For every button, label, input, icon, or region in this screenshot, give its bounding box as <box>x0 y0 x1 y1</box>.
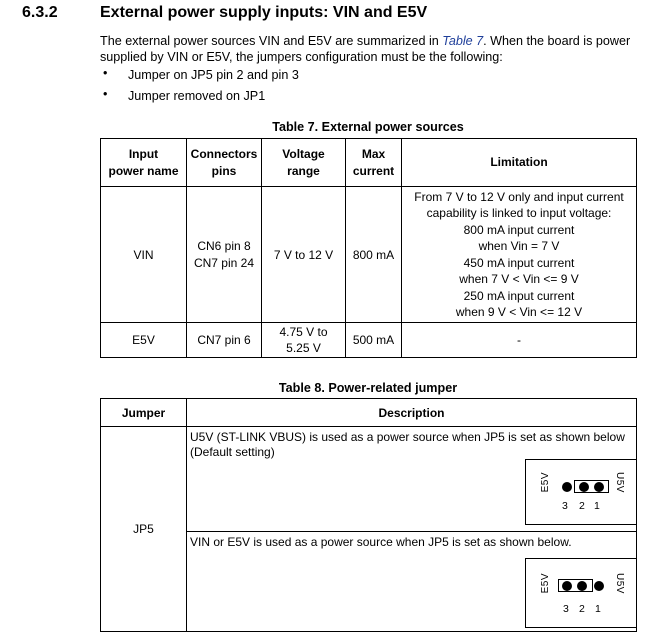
section-title: External power supply inputs: VIN and E5V <box>100 4 428 21</box>
table-7-link[interactable]: Table 7 <box>442 34 484 48</box>
header-connectors-pins: Connectors pins <box>187 139 262 187</box>
pin-1 <box>594 581 604 591</box>
pin-1 <box>594 482 604 492</box>
cell-description <box>187 532 637 632</box>
table-row <box>101 323 637 358</box>
section-number: 6.3.2 <box>22 4 58 21</box>
cell-limitation: - <box>402 323 637 358</box>
bullet-dot: • <box>103 66 108 80</box>
jp5-header-pins <box>562 480 612 494</box>
intro-text-2: . When the board is power supplied by VIN or E5V, the jumpers configuration must be the following: <box>100 34 631 64</box>
header-voltage-range: Voltage range <box>262 139 346 187</box>
jumper-diagram-default <box>525 459 636 525</box>
description-text: U5V (ST-LINK VBUS) is used as a power source when JP5 is set as shown below (Default setting) <box>190 430 625 459</box>
table-8-caption: Table 8. Power-related jumper <box>278 381 458 395</box>
cell-power-name: VIN <box>101 187 187 323</box>
e5v-label: E5V <box>540 573 551 594</box>
intro-paragraph <box>100 33 640 65</box>
description-text: VIN or E5V is used as a power source when JP5 is set as shown below. <box>190 535 572 549</box>
pin-number: 2 <box>579 500 585 512</box>
pin-number: 2 <box>579 603 585 615</box>
pin-number: 3 <box>563 603 569 615</box>
cell-jumper-name: JP5 <box>101 427 187 632</box>
pin-number: 1 <box>594 500 600 512</box>
u5v-label: U5V <box>614 472 625 493</box>
cell-description <box>187 427 637 532</box>
bullet-item: Jumper removed on JP1 <box>128 89 266 103</box>
header-max-current: Max current <box>346 139 402 187</box>
table-7 <box>100 138 637 358</box>
jp5-header-pins <box>560 579 610 593</box>
header-jumper: Jumper <box>101 399 187 427</box>
table-7-header-row <box>101 139 637 187</box>
bullet-item: Jumper on JP5 pin 2 and pin 3 <box>128 68 299 82</box>
u5v-label: U5V <box>614 573 625 594</box>
jumper-diagram-vin <box>525 558 636 628</box>
header-description: Description <box>187 399 637 427</box>
cell-connector-pins: CN7 pin 6 <box>187 323 262 358</box>
table-row <box>101 187 637 323</box>
table-8 <box>100 398 637 632</box>
cell-voltage-range: 7 V to 12 V <box>262 187 346 323</box>
e5v-label: E5V <box>540 472 551 493</box>
pin-3 <box>562 482 572 492</box>
table-8-header-row <box>101 399 637 427</box>
table-7-caption: Table 7. External power sources <box>272 120 464 134</box>
pin-number: 3 <box>562 500 568 512</box>
cell-power-name: E5V <box>101 323 187 358</box>
cell-voltage-range: 4.75 V to 5.25 V <box>262 323 346 358</box>
bullet-dot: • <box>103 87 108 101</box>
header-limitation: Limitation <box>402 139 637 187</box>
pin-number: 1 <box>595 603 601 615</box>
pin-3 <box>562 581 572 591</box>
cell-connector-pins: CN6 pin 8 CN7 pin 24 <box>187 187 262 323</box>
pin-2 <box>579 482 589 492</box>
cell-max-current: 500 mA <box>346 323 402 358</box>
intro-text-1: The external power sources VIN and E5V are summarized in <box>100 34 443 48</box>
table-row <box>101 427 637 532</box>
header-input-power-name: Input power name <box>101 139 187 187</box>
cell-max-current: 800 mA <box>346 187 402 323</box>
cell-limitation: From 7 V to 12 V only and input current capability is linked to input voltage: 800 mA input current when Vin = 7 V 450 mA input current when 7 V < Vin <= 9 V 250 mA input current when 9 V < Vin <= 12 V <box>402 187 637 323</box>
pin-2 <box>577 581 587 591</box>
